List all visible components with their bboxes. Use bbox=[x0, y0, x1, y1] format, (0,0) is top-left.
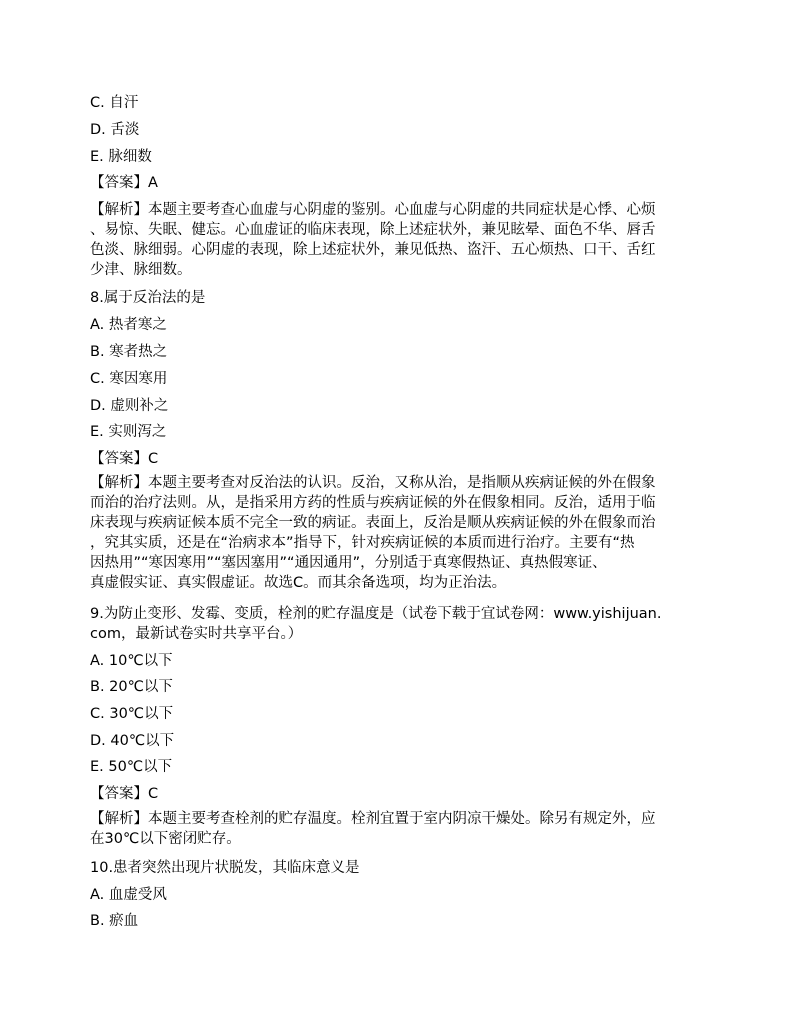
q8-option-b: B. 寒者热之 bbox=[90, 344, 168, 360]
q9-analysis-line: 【解析】本题主要考查栓剂的贮存温度。栓剂宜置于室内阴凉干燥处。除另有规定外，应 bbox=[90, 811, 656, 827]
q7-analysis-line: 少津、脉细数。 bbox=[90, 262, 192, 278]
q9-question bbox=[90, 604, 706, 644]
q8-option-d: D. 虚则补之 bbox=[90, 398, 169, 414]
q9-option-c: C. 30℃以下 bbox=[90, 706, 174, 722]
q9-answer: 【答案】C bbox=[90, 786, 159, 802]
q7-option-e: E. 脉细数 bbox=[90, 149, 152, 165]
q7-option-d: D. 舌淡 bbox=[90, 122, 140, 138]
q8-answer: 【答案】C bbox=[90, 451, 159, 467]
q8-analysis-line: 床表现与疾病证候本质不完全一致的病证。表面上，反治是顺从疾病证候的外在假象而治 bbox=[90, 515, 656, 531]
q9-option-e: E. 50℃以下 bbox=[90, 759, 173, 775]
q9-option-d: D. 40℃以下 bbox=[90, 733, 175, 749]
q8-analysis-line: 因热用”“寒因寒用”“塞因塞用”“通因通用”，分别适于真寒假热证、真热假寒证、 bbox=[90, 555, 607, 571]
q7-analysis bbox=[90, 200, 706, 280]
q8-analysis-line: 【解析】本题主要考查对反治法的认识。反治，又称从治，是指顺从疾病证候的外在假象 bbox=[90, 475, 656, 491]
q9-question-line: 9.为防止变形、发霉、变质，栓剂的贮存温度是（试卷下载于宜试卷网：www.yishijuan. bbox=[90, 606, 662, 622]
q8-analysis-line: ，究其实质，还是在“治病求本”指导下，针对疾病证候的本质而进行治疗。主要有“热 bbox=[90, 535, 635, 551]
q8-option-e: E. 实则泻之 bbox=[90, 424, 167, 440]
q7-analysis-line: 【解析】本题主要考查心血虚与心阴虚的鉴别。心血虚与心阴虚的共同症状是心悸、心烦 bbox=[90, 202, 656, 218]
q10-option-b: B. 瘀血 bbox=[90, 913, 139, 929]
q8-analysis-line: 真虚假实证、真实假虚证。故选C。而其余备选项，均为正治法。 bbox=[90, 575, 507, 591]
q8-analysis-line: 而治的治疗法则。从，是指采用方药的性质与疾病证候的外在假象相同。反治，适用于临 bbox=[90, 495, 656, 511]
q9-analysis bbox=[90, 809, 706, 849]
q8-analysis bbox=[90, 473, 706, 593]
q8-question: 8.属于反治法的是 bbox=[90, 290, 206, 306]
q9-option-b: B. 20℃以下 bbox=[90, 679, 173, 695]
q7-option-c: C. 自汗 bbox=[90, 95, 139, 111]
q7-analysis-line: 、易惊、失眠、健忘。心血虚证的临床表现，除上述症状外，兼见眩晕、面色不华、唇舌 bbox=[90, 222, 656, 238]
q7-answer: 【答案】A bbox=[90, 175, 158, 191]
q9-analysis-line: 在30℃以下密闭贮存。 bbox=[90, 831, 241, 847]
q9-option-a: A. 10℃以下 bbox=[90, 653, 173, 669]
q8-option-a: A. 热者寒之 bbox=[90, 317, 167, 333]
q7-analysis-line: 色淡、脉细弱。心阴虚的表现，除上述症状外，兼见低热、盗汗、五心烦热、口干、舌红 bbox=[90, 242, 656, 258]
q9-question-line: com，最新试卷实时共享平台。） bbox=[90, 626, 303, 642]
q8-option-c: C. 寒因寒用 bbox=[90, 371, 168, 387]
q10-option-a: A. 血虚受风 bbox=[90, 887, 167, 903]
q10-question: 10.患者突然出现片状脱发，其临床意义是 bbox=[90, 860, 360, 876]
